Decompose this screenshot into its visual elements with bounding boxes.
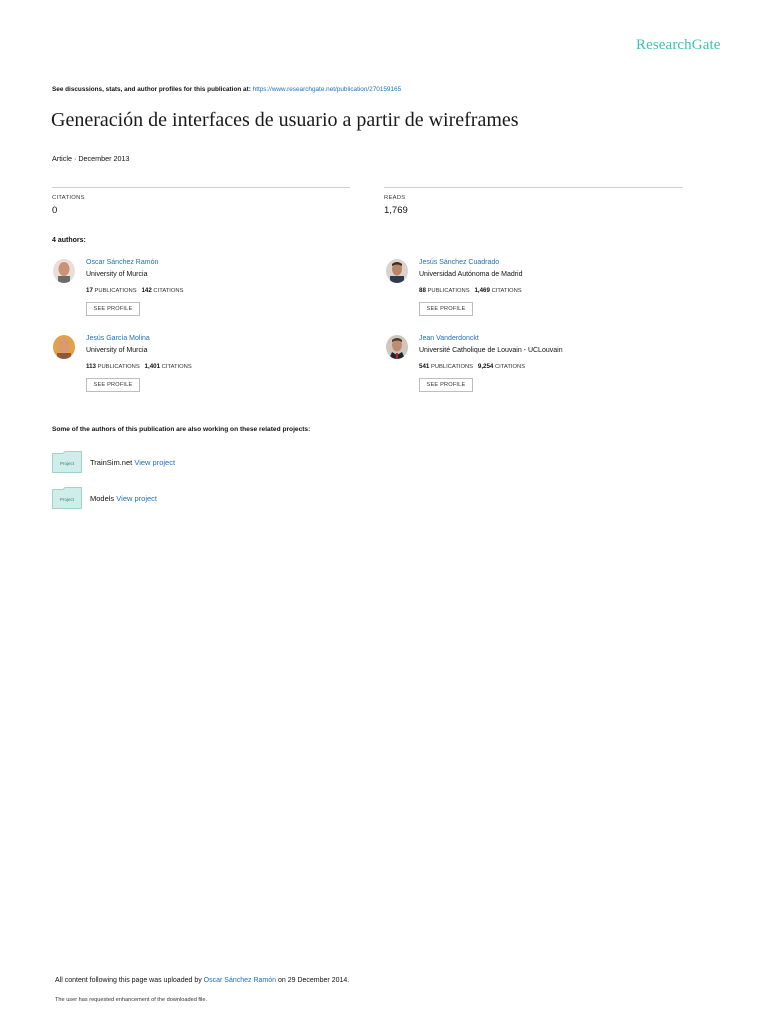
publications-label: PUBLICATIONS — [97, 364, 140, 370]
publications-label: PUBLICATIONS — [430, 364, 474, 370]
upload-prefix: All content following this page was uploaded by — [55, 977, 202, 984]
see-profile-button[interactable]: SEE PROFILE — [86, 378, 140, 392]
author-name-link[interactable]: Oscar Sánchez Ramón — [86, 259, 159, 266]
article-meta: Article · December 2013 — [52, 154, 130, 163]
project-icon-label: Project — [59, 497, 75, 502]
project-text — [90, 494, 157, 503]
project-item — [52, 487, 252, 511]
related-projects-heading: Some of the authors of this publication are also working on these related projects: — [52, 426, 311, 433]
author-stats — [419, 363, 525, 370]
citations-label: CITATIONS — [52, 195, 85, 201]
publications-count: 541 — [419, 363, 430, 370]
citations-label: CITATIONS — [491, 288, 522, 294]
discussion-prefix: See discussions, stats, and author profiles for this publication at: — [52, 86, 251, 93]
see-profile-button[interactable]: SEE PROFILE — [419, 302, 473, 316]
project-folder-icon — [52, 487, 82, 509]
author-stats — [86, 287, 183, 294]
author-stats — [419, 287, 522, 294]
view-project-link[interactable]: View project — [134, 458, 176, 467]
author-institution: University of Murcia — [86, 347, 148, 354]
author-avatar[interactable] — [386, 259, 408, 283]
publication-url-link[interactable]: https://www.researchgate.net/publication/270159165 — [252, 86, 402, 93]
see-profile-button[interactable]: SEE PROFILE — [419, 378, 473, 392]
citations-count: 142 — [141, 287, 152, 294]
project-folder-icon — [52, 451, 82, 473]
author-card — [53, 335, 353, 401]
citations-divider — [52, 187, 350, 188]
reads-value: 1,769 — [384, 205, 408, 216]
citations-label: CITATIONS — [161, 364, 192, 370]
publications-count: 113 — [86, 363, 96, 370]
author-name-link[interactable]: Jesús Sánchez Cuadrado — [419, 259, 500, 266]
uploader-link[interactable]: Oscar Sánchez Ramón — [203, 977, 277, 984]
reads-divider — [384, 187, 683, 188]
author-name-link[interactable]: Jean Vanderdonckt — [419, 335, 479, 342]
page-title: Generación de interfaces de usuario a partir de wireframes — [51, 109, 519, 131]
publications-count: 88 — [419, 287, 426, 294]
author-card — [53, 259, 353, 325]
author-institution: Université Catholique de Louvain - UCLouvain — [419, 347, 563, 354]
author-card — [386, 259, 686, 325]
citations-value: 0 — [52, 205, 58, 216]
project-icon-label: Project — [59, 461, 75, 466]
authors-heading: 4 authors: — [52, 237, 86, 244]
author-institution: Universidad Autónoma de Madrid — [419, 271, 523, 278]
upload-note — [55, 977, 349, 984]
citations-label: CITATIONS — [495, 364, 526, 370]
citations-label: CITATIONS — [153, 288, 184, 294]
project-name: TrainSim.net — [90, 458, 133, 467]
publications-count: 17 — [86, 287, 93, 294]
project-item — [52, 451, 252, 475]
reads-label: READS — [384, 195, 406, 201]
publications-label: PUBLICATIONS — [94, 288, 137, 294]
author-institution: University of Murcia — [86, 271, 148, 278]
upload-suffix: on 29 December 2014. — [278, 977, 350, 984]
citations-count: 9,254 — [477, 363, 494, 370]
project-text — [90, 458, 175, 467]
view-project-link[interactable]: View project — [116, 494, 157, 503]
citations-count: 1,401 — [144, 363, 161, 370]
author-avatar[interactable] — [53, 335, 75, 359]
researchgate-logo[interactable]: ResearchGate — [636, 37, 721, 53]
author-name-link[interactable]: Jesús García Molina — [86, 335, 150, 342]
citations-count: 1,469 — [474, 287, 490, 294]
project-name: Models — [90, 494, 115, 503]
enhancement-note: The user has requested enhancement of the downloaded file. — [55, 997, 208, 1003]
see-profile-button[interactable]: SEE PROFILE — [86, 302, 140, 316]
publications-label: PUBLICATIONS — [427, 288, 470, 294]
author-avatar[interactable] — [386, 335, 408, 359]
author-stats — [86, 363, 192, 370]
discussion-line — [52, 86, 401, 93]
author-avatar[interactable] — [53, 259, 75, 283]
author-card — [386, 335, 686, 401]
